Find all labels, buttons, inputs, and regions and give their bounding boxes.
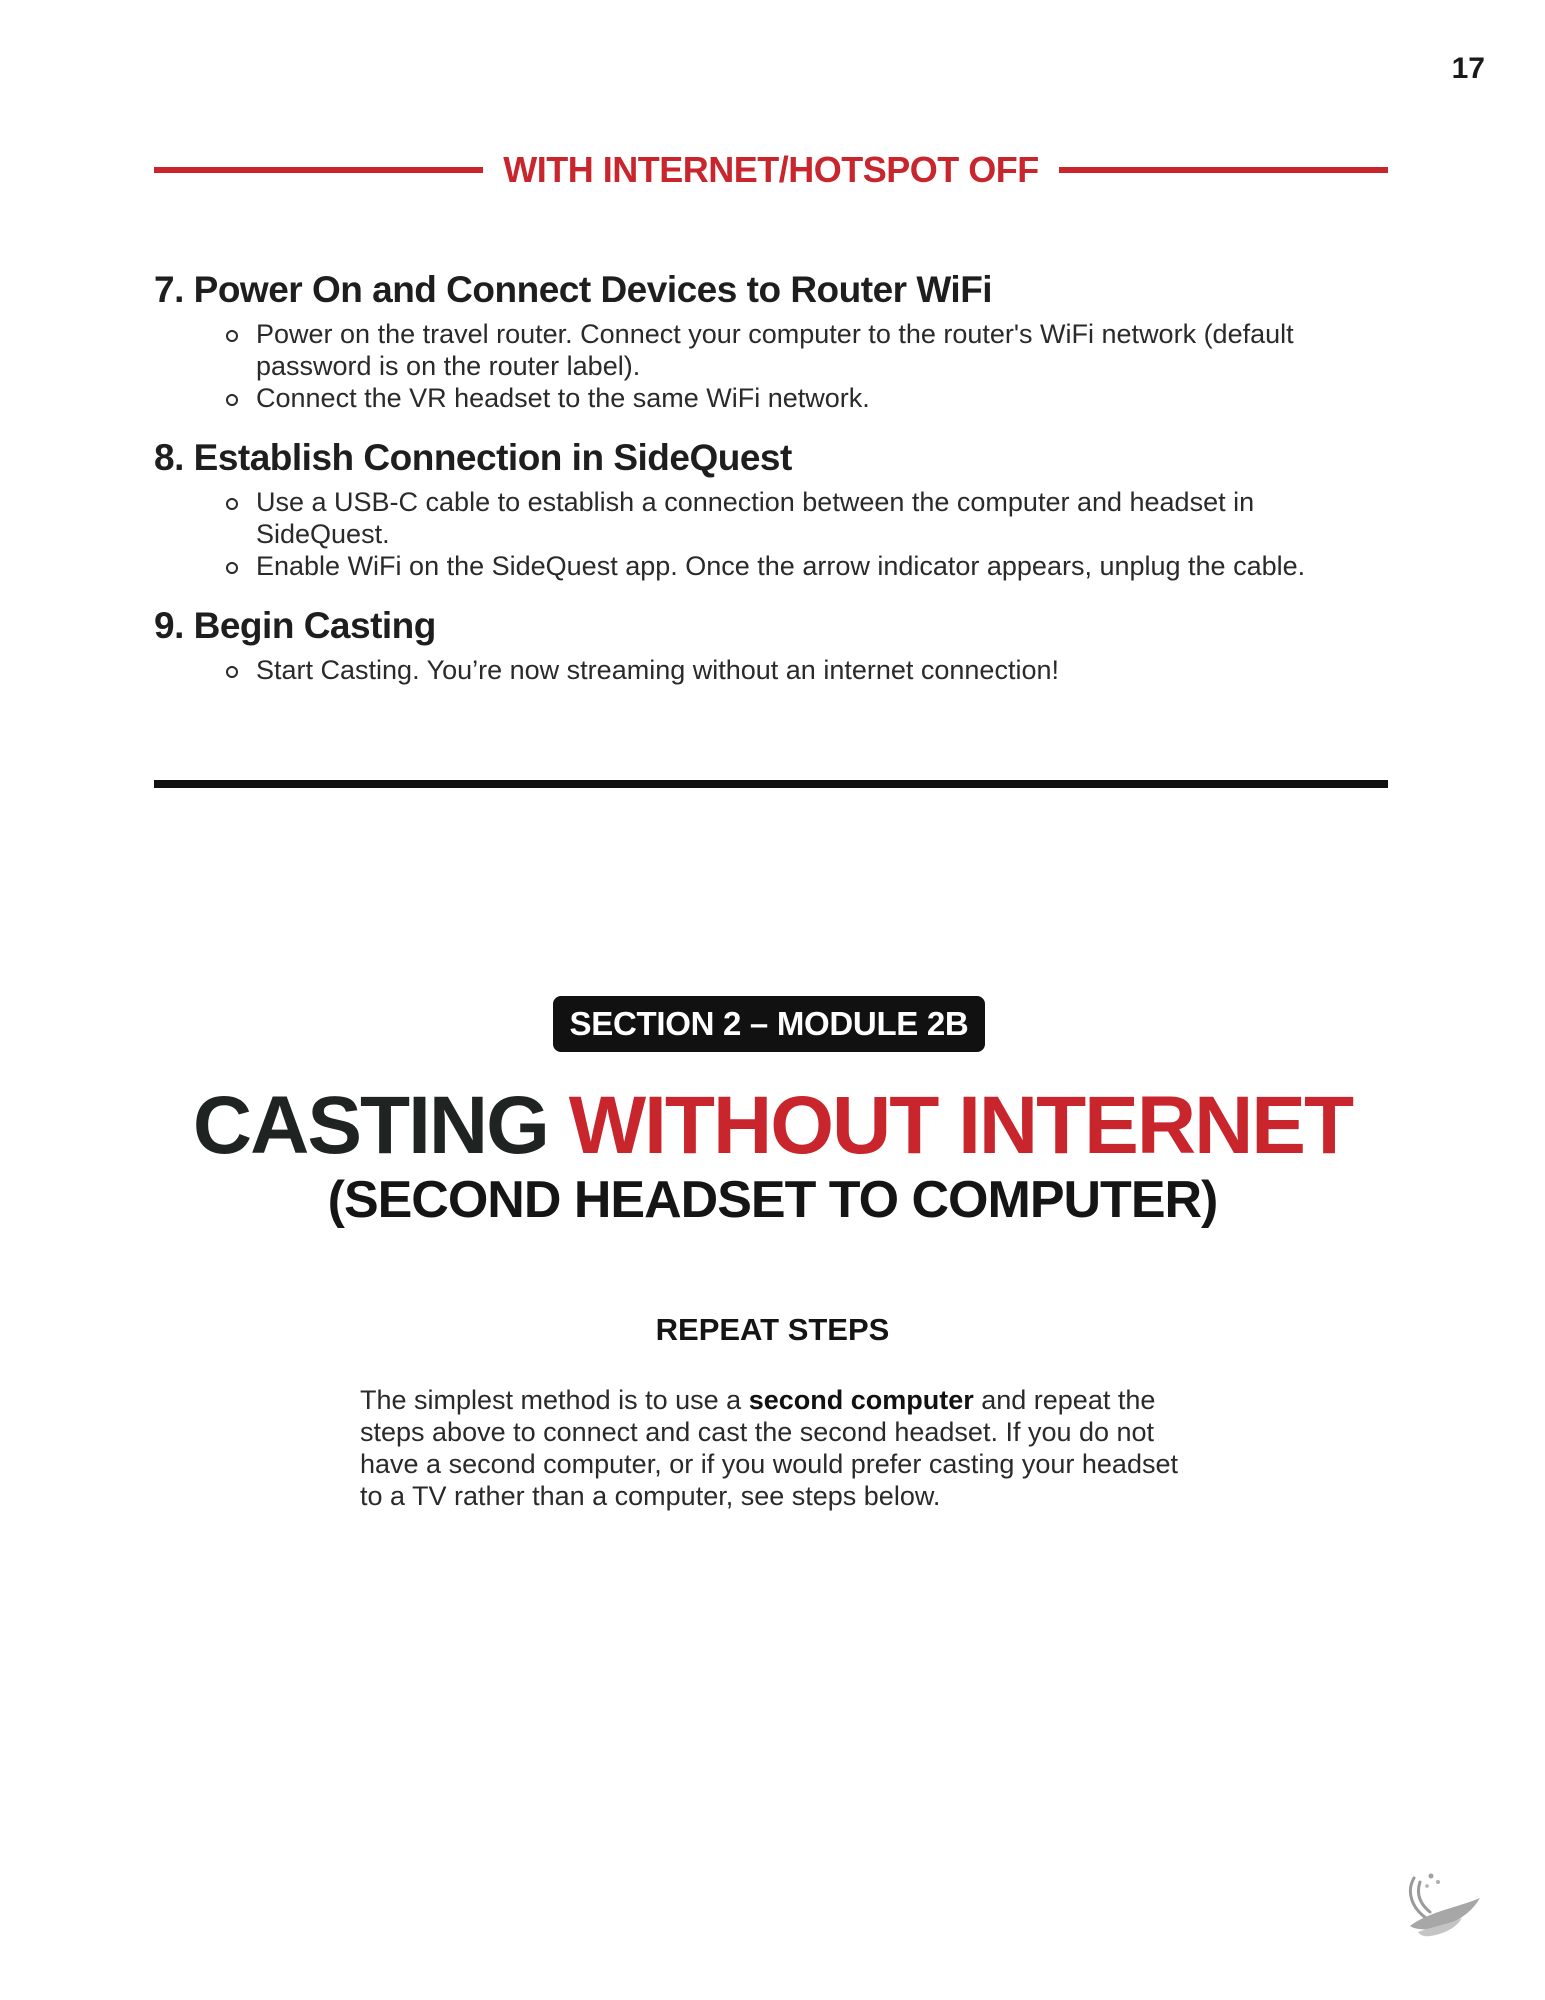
repeat-steps-heading: REPEAT STEPS xyxy=(655,1312,890,1347)
page-title xyxy=(0,1078,1545,1174)
step-7 xyxy=(154,268,1394,414)
bullet-item: Enable WiFi on the SideQuest app. Once the arrow indicator appears, unplug the cable. xyxy=(256,550,1394,582)
whale-logo-icon xyxy=(1400,1868,1490,1946)
paragraph-bold-text: second computer xyxy=(748,1385,974,1415)
steps-list xyxy=(154,268,1394,708)
title-part-dark: CASTING xyxy=(192,1080,569,1171)
step-title: 8. Establish Connection in SideQuest xyxy=(154,437,792,478)
bullet-item: Connect the VR headset to the same WiFi network. xyxy=(256,382,1394,414)
section-banner xyxy=(154,148,1388,192)
bullet-item: Start Casting. You’re now streaming without an internet connection! xyxy=(256,654,1394,686)
section-badge: SECTION 2 – MODULE 2B xyxy=(553,996,985,1052)
banner-line-left xyxy=(154,167,483,173)
step-8 xyxy=(154,436,1394,582)
section-divider xyxy=(154,780,1388,788)
step-9 xyxy=(154,604,1394,686)
banner-line-right xyxy=(1059,167,1388,173)
repeat-steps-paragraph xyxy=(360,1384,1180,1512)
title-part-accent: WITHOUT INTERNET xyxy=(568,1080,1353,1171)
paragraph-text-start: The simplest method is to use a xyxy=(360,1385,749,1415)
page-subtitle: (SECOND HEADSET TO COMPUTER) xyxy=(327,1171,1218,1229)
step-title: 9. Begin Casting xyxy=(154,605,436,646)
step-bullets xyxy=(154,654,1394,686)
bullet-item: Use a USB-C cable to establish a connection between the computer and headset in SideQuest. xyxy=(256,486,1394,550)
bullet-item: Power on the travel router. Connect your computer to the router's WiFi network (default password is on the router label). xyxy=(256,318,1394,382)
step-bullets xyxy=(154,486,1394,582)
step-title: 7. Power On and Connect Devices to Router WiFi xyxy=(154,269,993,310)
page-number: 17 xyxy=(1451,52,1485,85)
paragraph-text-end: and repeat the steps above to connect and cast the second headset. If you do not have a second computer, or if you would prefer casting your headset to a TV rather than a computer, see steps below. xyxy=(360,1385,1178,1511)
step-bullets xyxy=(154,318,1394,414)
banner-title: WITH INTERNET/HOTSPOT OFF xyxy=(503,149,1039,190)
